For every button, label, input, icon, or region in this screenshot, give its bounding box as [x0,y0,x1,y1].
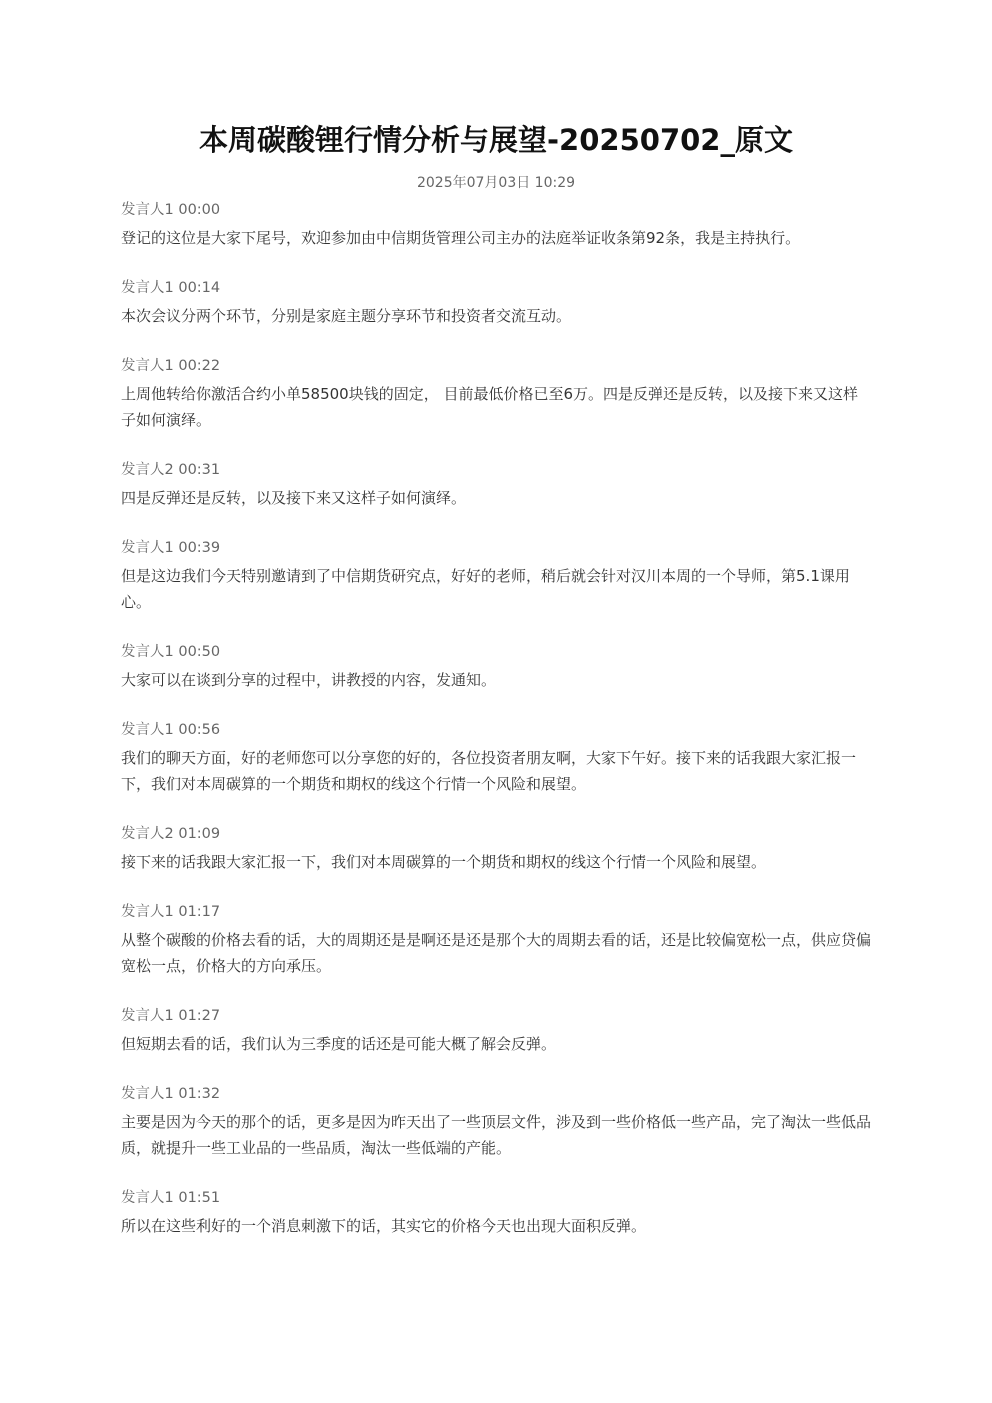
document-date: 2025年07月03日 10:29 [416,175,576,191]
timestamp: 00:56 [178,722,221,738]
timestamp: 00:22 [178,358,221,374]
entry-text: 但是这边我们今天特别邀请到了中信期货研究点，好好的老师，稍后就会针对汉川本周的一个导师，第5.1课用心。 [121,567,850,611]
speaker-line [121,1083,873,1105]
entry-text: 从整个碳酸的价格去看的话，大的周期还是是啊还是还是那个大的周期去看的话，还是比较偏宽松一点，供应贷偏宽松一点，价格大的方向承压。 [121,931,872,975]
transcript-entry [121,901,873,979]
speaker-line [121,901,873,923]
timestamp: 01:32 [178,1086,221,1102]
entry-text: 但短期去看的话，我们认为三季度的话还是可能大概了解会反弹。 [121,1035,557,1053]
document-title: 本周碳酸锂行情分析与展望-20250702_原文 [199,123,793,157]
speaker-line [121,823,873,845]
speaker-name: 发言人1 [121,904,174,920]
entry-text: 接下来的话我跟大家汇报一下，我们对本周碳算的一个期货和期权的线这个行情一个风险和展望。 [121,853,767,871]
entry-text: 上周他转给你激活合约小单58500块钱的固定， 目前最低价格已至6万。四是反弹还是反转，以及接下来又这样子如何演绎。 [121,385,859,429]
transcript-entry [121,459,873,511]
timestamp: 01:17 [178,904,221,920]
entry-text: 大家可以在谈到分享的过程中，讲教授的内容，发通知。 [121,671,497,689]
transcript-entry [121,719,873,797]
speaker-name: 发言人1 [121,358,174,374]
transcript-entry [121,641,873,693]
speaker-line [121,459,873,481]
entry-text: 所以在这些利好的一个消息刺激下的话，其实它的价格今天也出现大面积反弹。 [121,1217,647,1235]
transcript-entry [121,277,873,329]
entry-text: 四是反弹还是反转，以及接下来又这样子如何演绎。 [121,489,467,507]
speaker-line [121,537,873,559]
transcript-entry [121,355,873,433]
speaker-line [121,641,873,663]
timestamp: 00:50 [178,644,221,660]
speaker-name: 发言人1 [121,1008,174,1024]
speaker-name: 发言人2 [121,462,174,478]
timestamp: 00:31 [178,462,221,478]
entry-text: 本次会议分两个环节，分别是家庭主题分享环节和投资者交流互动。 [121,307,572,325]
speaker-line [121,355,873,377]
timestamp: 01:27 [178,1008,221,1024]
speaker-line [121,199,873,221]
speaker-name: 发言人1 [121,1086,174,1102]
transcript-entry [121,537,873,615]
speaker-line [121,277,873,299]
speaker-name: 发言人2 [121,826,174,842]
timestamp: 00:14 [178,280,221,296]
speaker-line [121,719,873,741]
speaker-name: 发言人1 [121,280,174,296]
transcript-entry [121,1187,873,1239]
speaker-line [121,1005,873,1027]
timestamp: 00:39 [178,540,221,556]
speaker-line [121,1187,873,1209]
timestamp: 01:51 [178,1190,221,1206]
speaker-name: 发言人1 [121,202,174,218]
transcript [121,199,873,1265]
transcript-entry [121,199,873,251]
speaker-name: 发言人1 [121,1190,174,1206]
entry-text: 我们的聊天方面，好的老师您可以分享您的好的，各位投资者朋友啊，大家下午好。接下来的话我跟大家汇报一下，我们对本周碳算的一个期货和期权的线这个行情一个风险和展望。 [121,749,857,793]
speaker-name: 发言人1 [121,722,174,738]
entry-text: 登记的这位是大家下尾号，欢迎参加由中信期货管理公司主办的法庭举证收条第92条，我是主持执行。 [121,229,801,247]
speaker-name: 发言人1 [121,540,174,556]
transcript-entry [121,1083,873,1161]
timestamp: 01:09 [178,826,221,842]
transcript-entry [121,823,873,875]
transcript-entry [121,1005,873,1057]
timestamp: 00:00 [178,202,221,218]
entry-text: 主要是因为今天的那个的话，更多是因为昨天出了一些顶层文件，涉及到一些价格低一些产品，完了淘汰一些低品质，就提升一些工业品的一些品质，淘汰一些低端的产能。 [121,1113,872,1157]
speaker-name: 发言人1 [121,644,174,660]
